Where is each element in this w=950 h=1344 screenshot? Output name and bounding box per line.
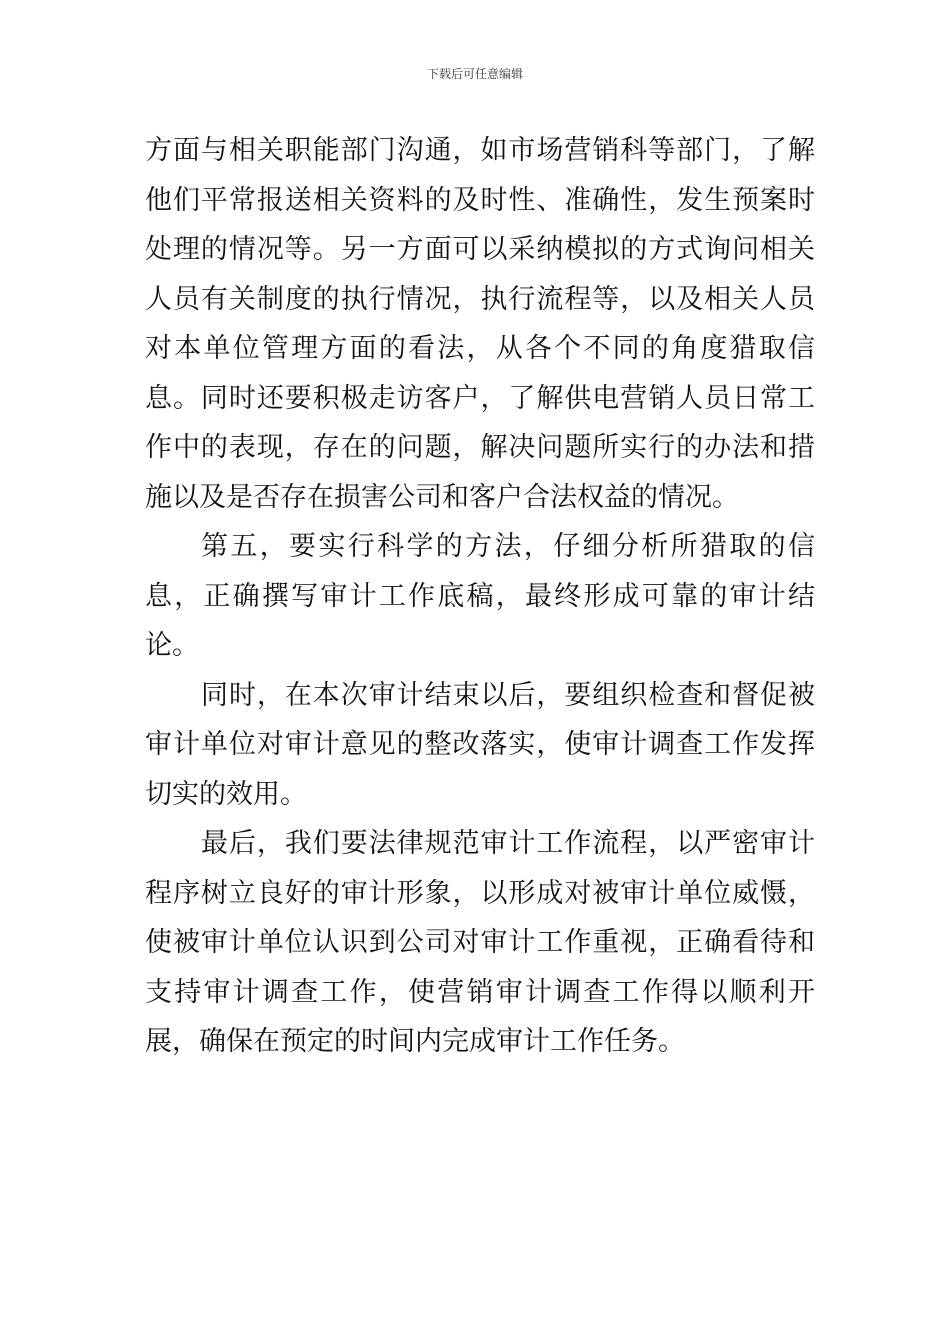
paragraph-meanwhile: 同时，在本次审计结束以后，要组织检查和督促被审计单位对审计意见的整改落实，使审计调查工作发挥切实的效用。 [145, 679, 815, 810]
paragraph-finally: 最后，我们要法律规范审计工作流程，以严密审计程序树立良好的审计形象，以形成对被审计单位威慑，使被审计单位认识到公司对审计工作重视，正确看待和支持审计调查工作，使营销审计调查工作得以顺利开展，确保在预定的时间内完成审计工作任务。 [145, 828, 815, 1057]
paragraph-fifth: 第五，要实行科学的方法，仔细分析所猎取的信息，正确撰写审计工作底稿，最终形成可靠的审计结论。 [145, 531, 815, 661]
document-body [145, 126, 815, 1067]
paragraph-continued: 方面与相关职能部门沟通，如市场营销科等部门，了解他们平常报送相关资料的及时性、准确性，发生预案时处理的情况等。另一方面可以采纳模拟的方式询问相关人员有关制度的执行情况，执行流程等，以及相关人员对本单位管理方面的看法，从各个不同的角度猎取信息。同时还要积极走访客户，了解供电营销人员日常工作中的表现，存在的问题，解决问题所实行的办法和措施以及是否存在损害公司和客户合法权益的情况。 [145, 135, 815, 513]
page-header: 下载后可任意编辑 [426, 67, 523, 81]
